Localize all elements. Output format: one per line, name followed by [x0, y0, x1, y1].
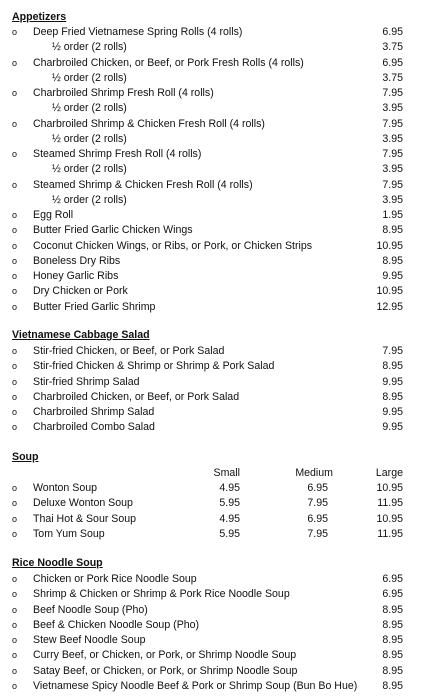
- bullet-icon: o: [12, 118, 18, 129]
- bullet-icon: o: [12, 88, 18, 98]
- soup-price-medium: 7.95: [307, 497, 328, 510]
- soup-price-large: 11.95: [377, 527, 403, 540]
- menu-item-name: Stew Beef Noodle Soup: [33, 634, 146, 646]
- menu-item-row: [0, 300, 431, 315]
- menu-item-row: [0, 71, 431, 86]
- menu-item-row: [0, 193, 431, 208]
- soup-item-row: [0, 481, 431, 496]
- menu-item-row: [0, 405, 431, 420]
- menu-item-name: Dry Chicken or Pork: [33, 285, 128, 298]
- menu-item-name: Charbroiled Chicken, or Beef, or Pork Salad: [33, 390, 240, 403]
- menu-item-price: 3.75: [382, 71, 403, 84]
- menu-item-name: ½ order (2 rolls): [52, 102, 127, 115]
- soup-item-name: Wonton Soup: [33, 482, 98, 494]
- soup-price-medium: 7.95: [307, 527, 328, 540]
- section-title-appetizers: Appetizers: [12, 11, 67, 23]
- menu-item-name: ½ order (2 rolls): [52, 193, 127, 206]
- soup-price-large: 11.95: [377, 497, 403, 510]
- menu-item-row: [0, 162, 431, 177]
- soup-header-large: Large: [375, 467, 403, 479]
- soup-size-headers: [0, 466, 431, 481]
- bullet-icon: o: [12, 27, 18, 37]
- menu-item-price: 8.95: [382, 254, 403, 267]
- bullet-icon: o: [12, 589, 18, 600]
- menu-item-price: 9.95: [382, 270, 403, 282]
- menu-item-row: [0, 223, 431, 238]
- section-title-rice-noodle-soup: Rice Noodle Soup: [12, 557, 103, 569]
- menu-item-name: ½ order (2 rolls): [52, 163, 127, 176]
- menu-item-row: [0, 664, 431, 679]
- bullet-icon: o: [12, 498, 18, 509]
- menu-item-row: [0, 117, 431, 132]
- bullet-icon: o: [12, 149, 18, 159]
- menu-item-name: Vietnamese Spicy Noodle Beef & Pork or Shrimp Soup (Bun Bo Hue): [33, 679, 358, 692]
- bullet-icon: o: [12, 680, 18, 691]
- bullet-icon: o: [12, 57, 18, 68]
- menu-item-row: [0, 25, 431, 40]
- menu-item-price: 6.95: [382, 26, 403, 38]
- menu-item-row: [0, 359, 431, 374]
- menu-item-name: ½ order (2 rolls): [52, 41, 127, 54]
- menu-item-price: 3.75: [382, 41, 403, 54]
- menu-item-row: [0, 420, 431, 435]
- menu-item-price: 7.95: [382, 148, 403, 160]
- soup-price-medium: 6.95: [307, 512, 328, 525]
- menu-item-name: Beef Noodle Soup (Pho): [33, 603, 148, 616]
- menu-item-name: Chicken or Pork Rice Noodle Soup: [33, 573, 197, 585]
- menu-item-name: Egg Roll: [33, 209, 74, 221]
- bullet-icon: o: [12, 635, 18, 645]
- section-title-cabbage-salad: Vietnamese Cabbage Salad: [12, 329, 150, 341]
- bullet-icon: o: [12, 391, 18, 402]
- soup-item-name: Tom Yum Soup: [33, 527, 105, 540]
- bullet-icon: o: [12, 240, 18, 251]
- menu-item-row: [0, 344, 431, 359]
- menu-item-price: 8.95: [382, 224, 403, 237]
- menu-item-price: 1.95: [382, 209, 403, 221]
- menu-item-name: ½ order (2 rolls): [52, 132, 127, 145]
- soup-price-small: 5.95: [219, 497, 240, 510]
- menu-item-price: 8.95: [382, 634, 403, 646]
- bullet-icon: o: [12, 619, 18, 630]
- menu-item-name: Butter Fried Garlic Chicken Wings: [33, 224, 193, 237]
- bullet-icon: o: [12, 528, 18, 539]
- bullet-icon: o: [12, 422, 18, 433]
- bullet-icon: o: [12, 407, 18, 417]
- menu-item-row: [0, 269, 431, 284]
- menu-item-name: Stir-fried Chicken, or Beef, or Pork Salad: [33, 345, 225, 357]
- menu-item-price: 8.95: [382, 649, 403, 662]
- menu-item-price: 10.95: [376, 239, 403, 252]
- menu-item-price: 8.95: [382, 390, 403, 403]
- menu-item-price: 8.95: [382, 679, 403, 692]
- bullet-icon: o: [12, 513, 18, 524]
- menu-item-name: Charbroiled Shrimp Salad: [33, 406, 155, 418]
- menu-item-name: Butter Fried Garlic Shrimp: [33, 300, 156, 313]
- menu-item-name: Boneless Dry Ribs: [33, 254, 121, 267]
- bullet-icon: o: [12, 483, 18, 493]
- menu-item-row: [0, 208, 431, 223]
- menu-item-price: 7.95: [382, 117, 403, 130]
- bullet-icon: o: [12, 301, 18, 312]
- soup-price-medium: 6.95: [307, 482, 328, 494]
- menu-item-row: [0, 254, 431, 269]
- menu-item-price: 3.95: [382, 193, 403, 206]
- menu-item-name: Deep Fried Vietnamese Spring Rolls (4 rolls): [33, 26, 243, 38]
- bullet-icon: o: [12, 346, 18, 356]
- bullet-icon: o: [12, 179, 18, 190]
- menu-item-row: [0, 603, 431, 618]
- menu-item-price: 6.95: [382, 573, 403, 585]
- menu-item-name: Steamed Shrimp Fresh Roll (4 rolls): [33, 148, 202, 160]
- menu-item-row: [0, 132, 431, 147]
- soup-price-large: 10.95: [376, 482, 403, 494]
- menu-item-row: [0, 40, 431, 55]
- menu-item-name: Honey Garlic Ribs: [33, 270, 119, 282]
- menu-item-price: 12.95: [376, 300, 403, 313]
- menu-item-price: 6.95: [382, 588, 403, 601]
- menu-item-name: Stir-fried Chicken & Shrimp or Shrimp & Pork Salad: [33, 360, 275, 373]
- bullet-icon: o: [12, 271, 18, 281]
- menu-item-row: [0, 390, 431, 405]
- menu-item-price: 7.95: [382, 345, 403, 357]
- menu-item-row: [0, 147, 431, 162]
- section-title-soup: Soup: [12, 451, 39, 463]
- menu-item-name: Curry Beef, or Chicken, or Pork, or Shrimp Noodle Soup: [33, 649, 297, 662]
- menu-item-row: [0, 648, 431, 663]
- menu-item-price: 7.95: [382, 178, 403, 191]
- menu-item-name: ½ order (2 rolls): [52, 71, 127, 84]
- menu-item-name: Charbroiled Chicken, or Beef, or Pork Fresh Rolls (4 rolls): [33, 56, 304, 69]
- soup-price-large: 10.95: [376, 512, 403, 525]
- menu-item-price: 6.95: [382, 56, 403, 69]
- menu-item-row: [0, 101, 431, 116]
- menu-item-name: Charbroiled Shrimp & Chicken Fresh Roll (4 rolls): [33, 117, 265, 130]
- menu-item-row: [0, 86, 431, 101]
- menu-item-row: [0, 56, 431, 71]
- menu-item-row: [0, 375, 431, 390]
- menu-item-name: Beef & Chicken Noodle Soup (Pho): [33, 618, 200, 631]
- soup-item-row: [0, 512, 431, 527]
- menu-item-row: [0, 618, 431, 633]
- menu-item-name: Satay Beef, or Chicken, or Pork, or Shrimp Noodle Soup: [33, 664, 298, 677]
- menu-item-price: 3.95: [382, 132, 403, 145]
- menu-item-price: 3.95: [382, 102, 403, 115]
- soup-price-small: 5.95: [219, 527, 240, 540]
- bullet-icon: o: [12, 376, 18, 387]
- bullet-icon: o: [12, 650, 18, 661]
- menu-item-price: 3.95: [382, 163, 403, 176]
- soup-price-small: 4.95: [219, 512, 240, 525]
- menu-item-price: 8.95: [382, 603, 403, 616]
- menu-item-name: Stir-fried Shrimp Salad: [33, 375, 140, 388]
- menu-item-price: 9.95: [382, 406, 403, 418]
- menu-item-price: 7.95: [382, 87, 403, 99]
- bullet-icon: o: [12, 255, 18, 266]
- menu-item-row: [0, 572, 431, 587]
- menu-item-price: 8.95: [382, 664, 403, 677]
- menu-item-row: [0, 633, 431, 648]
- menu-item-name: Charbroiled Shrimp Fresh Roll (4 rolls): [33, 87, 214, 99]
- menu-item-row: [0, 587, 431, 602]
- menu-item-name: Shrimp & Chicken or Shrimp & Pork Rice Noodle Soup: [33, 588, 290, 601]
- menu-item-row: [0, 679, 431, 694]
- soup-item-row: [0, 527, 431, 542]
- menu-item-row: [0, 178, 431, 193]
- soup-header-small: Small: [213, 467, 240, 479]
- bullet-icon: o: [12, 361, 18, 372]
- menu-item-name: Coconut Chicken Wings, or Ribs, or Pork, or Chicken Strips: [33, 239, 313, 252]
- menu-item-price: 10.95: [376, 285, 403, 298]
- soup-item-name: Deluxe Wonton Soup: [33, 497, 133, 510]
- menu-item-name: Steamed Shrimp & Chicken Fresh Roll (4 rolls): [33, 178, 253, 191]
- bullet-icon: o: [12, 286, 18, 297]
- soup-price-small: 4.95: [219, 482, 240, 494]
- menu-item-price: 9.95: [382, 421, 403, 434]
- soup-item-row: [0, 496, 431, 511]
- bullet-icon: o: [12, 604, 18, 615]
- menu-item-price: 9.95: [382, 375, 403, 388]
- bullet-icon: o: [12, 210, 18, 220]
- menu-item-price: 8.95: [382, 618, 403, 631]
- bullet-icon: o: [12, 665, 18, 676]
- menu-item-price: 8.95: [382, 360, 403, 373]
- bullet-icon: o: [12, 574, 18, 584]
- menu-item-row: [0, 284, 431, 299]
- soup-header-medium: Medium: [295, 467, 333, 479]
- menu-item-row: [0, 239, 431, 254]
- bullet-icon: o: [12, 225, 18, 236]
- soup-item-name: Thai Hot & Sour Soup: [33, 512, 137, 525]
- menu-item-name: Charbroiled Combo Salad: [33, 421, 155, 434]
